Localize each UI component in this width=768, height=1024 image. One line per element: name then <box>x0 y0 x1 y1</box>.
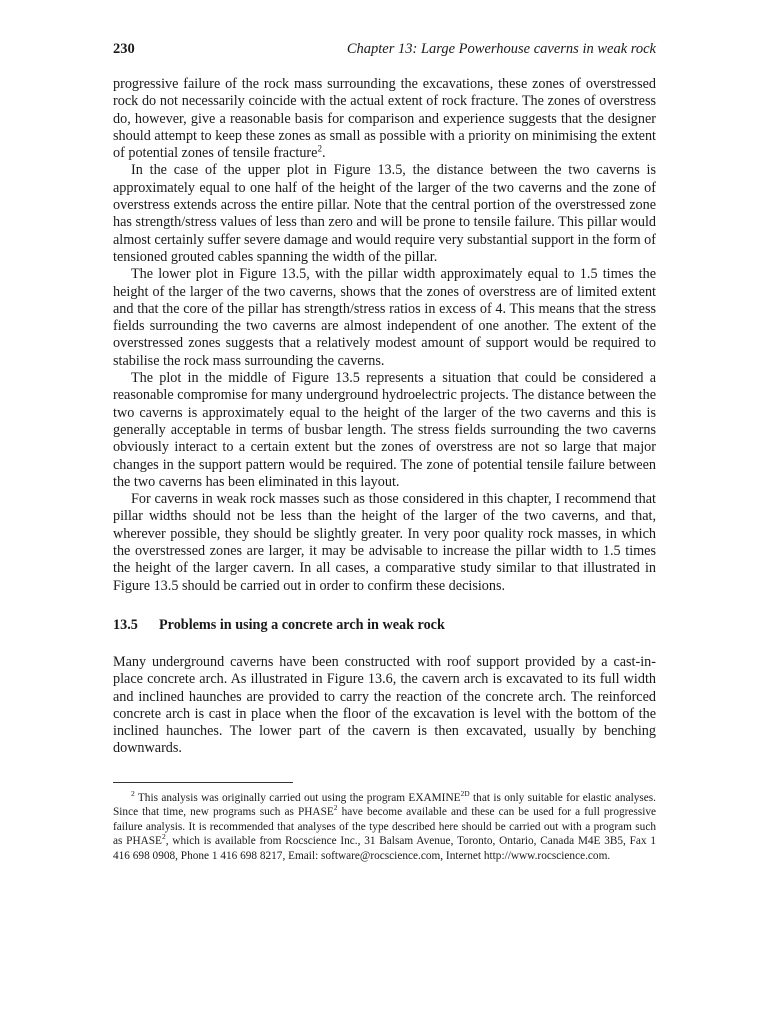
footnote: $^2$ This analysis was originally carried out using the program $EXAMINE^{2D}$ that is only suitable for elastic analyses. Since that time, new programs such as PHASE$^2$ have become available and these can be used for a full progressive failure analysis. It is recommended that analyses of the type described here should be carried out with a program such as PHASE$^2$, which is available from Rocscience Inc., 31 Balsam Avenue, Toronto, Ontario, Canada M4E 3B5, Fax 1 416 698 0908, Phone 1 416 698 8217, Email: software@rocscience.com, Internet http://www.rocscience.com. <box>113 788 656 863</box>
page <box>113 40 656 864</box>
running-header <box>113 40 656 58</box>
section-heading <box>113 616 656 634</box>
chapter-title: Chapter 13: Large Powerhouse caverns in weak rock <box>346 41 656 57</box>
paragraph: For caverns in weak rock masses such as those considered in this chapter, I recommend that pillar widths should not be less than the height of the larger of the two caverns, and that, wherever possible, they should be slightly greater. In very poor quality rock masses, in which the overstressed zones are larger, it may be advisable to increase the pillar width to 1.5 times the height of the larger cavern. In all cases, a comparative study similar to that illustrated in Figure 13.5 should be carried out in order to confirm these decisions. <box>113 491 656 594</box>
paragraph-continued: progressive failure of the rock mass surrounding the excavations, these zones of overstressed rock do not necessarily coincide with the actual extent of rock fracture. The zones of overstress do, however, give a reasonable basis for comparison and experience suggests that the designer should attempt to keep these zones as small as possible with a priority on minimising the extent of potential zones of tensile fracture$^2$. <box>113 76 656 162</box>
page-number: 230 <box>113 41 135 57</box>
section-body <box>113 654 656 758</box>
footnote-marker: 2 <box>131 788 135 798</box>
section-number: 13.5 <box>113 616 138 633</box>
paragraph: The plot in the middle of Figure 13.5 represents a situation that could be considered a reasonable compromise for many underground hydroelectric projects. The distance between the two caverns is approximately equal to the height of the larger of the two caverns and this is generally acceptable in terms of busbar length. The stress fields surrounding the two caverns obviously interact to a certain extent but the zones of overstress are not so large that major changes in the support pattern would be required. The zone of potential tensile failure between the two caverns has been eliminated in this layout. <box>113 370 656 490</box>
body-text <box>113 76 656 595</box>
section-title: Problems in using a concrete arch in weak rock <box>159 616 445 633</box>
footnote-divider <box>113 782 293 783</box>
paragraph: The lower plot in Figure 13.5, with the pillar width approximately equal to 1.5 times the height of the larger of the two caverns, shows that the zones of overstress are of limited extent and that the core of the pillar has strength/stress ratios in excess of 4. This means that the stress fields surrounding the two caverns are almost independent of one another. The extent of the overstressed zones suggests that a relatively modest amount of support would be required to stabilise the rock mass surrounding the caverns. <box>113 266 656 369</box>
paragraph: Many underground caverns have been constructed with roof support provided by a cast-in-place concrete arch. As illustrated in Figure 13.6, the cavern arch is excavated to its full width and inclined haunches are provided to carry the reaction of the concrete arch. The reinforced concrete arch is cast in place when the floor of the excavation is level with the bottom of the inclined haunches. The lower part of the cavern is then excavated, usually by benching downwards. <box>113 653 656 757</box>
paragraph: In the case of the upper plot in Figure 13.5, the distance between the two caverns is approximately equal to one half of the height of the larger of the two caverns and the zone of overstress extends across the entire pillar. Note that the central portion of the overstressed zone has strength/stress values of less than zero and will be prone to tensile failure. This pillar would almost certainly suffer severe damage and would require very substantial support in the form of tensioned grouted cables spanning the width of the pillar. <box>113 162 656 265</box>
footnote-reference[interactable]: 2 <box>317 143 322 154</box>
